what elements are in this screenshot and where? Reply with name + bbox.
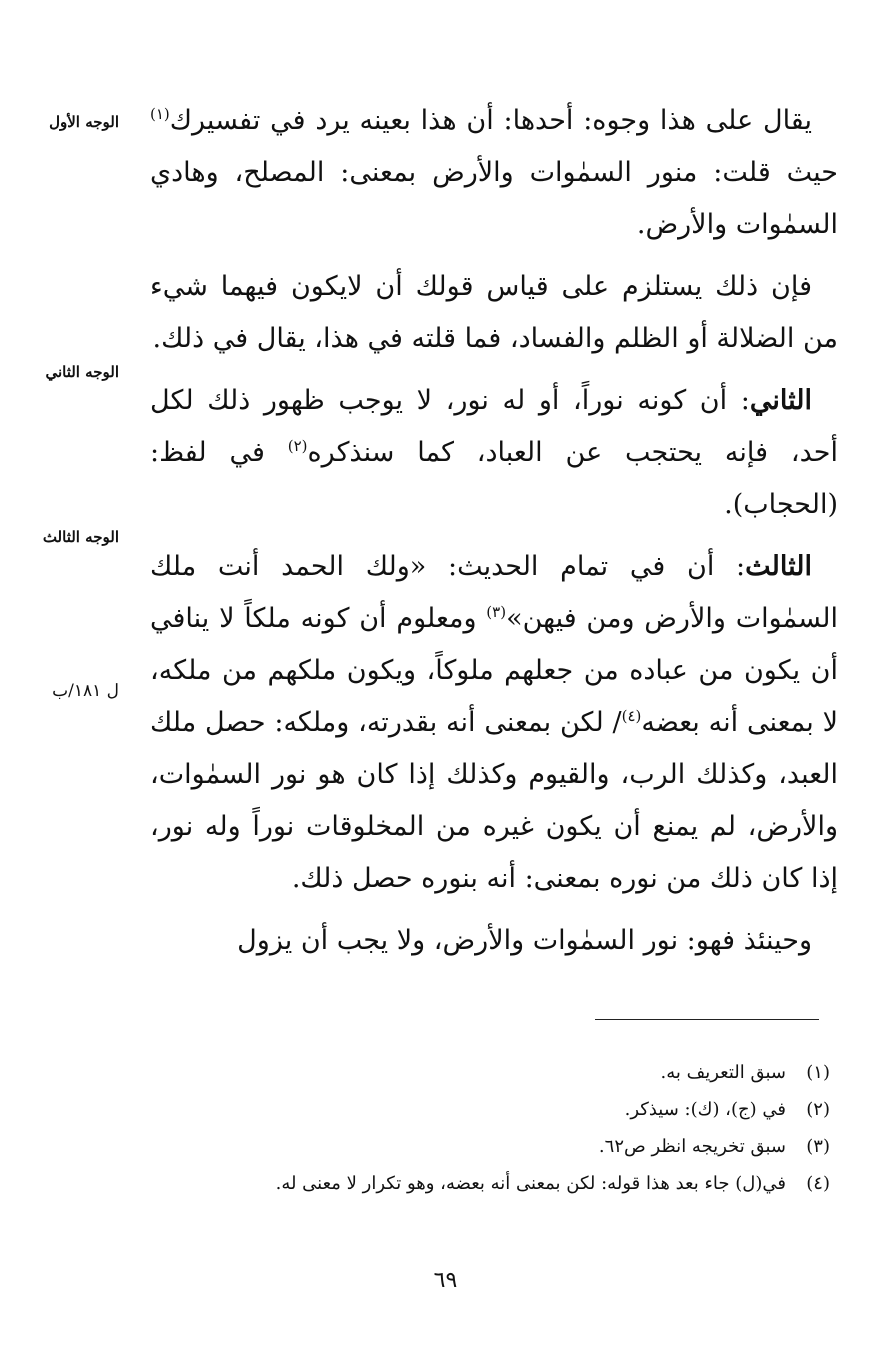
side-note-third-aspect: الوجه الثالث [42,528,119,546]
side-note-manuscript-folio: ل ١٨١/ب [52,681,119,701]
paragraph-3-text-b: في لفظ: (الحجاب). [150,437,838,520]
footnote-4-number: (٤) [806,1173,830,1194]
footnote-4 [150,1165,830,1202]
paragraph-1-text-b: حيث قلت: منور السمٰوات والأرض بمعنى: المصلح، وهادي السمٰوات والأرض. [150,157,838,240]
page-number: ٦٩ [433,1268,458,1293]
footnote-1-text: سبق التعريف به. [660,1062,786,1083]
footnote-2-text: في (ج)، (ك): سيذكر. [624,1099,786,1120]
footnote-2 [150,1091,830,1128]
main-text [150,95,838,977]
footnote-3-number: (٣) [806,1136,830,1157]
paragraph-1 [150,95,838,251]
footnote-ref-2: (٢) [287,437,308,455]
footnote-ref-1: (١) [150,105,170,123]
paragraph-4-text-c: / لكن بمعنى أنه بقدرته، وملكه: حصل ملك العبد، وكذلك الرب، والقيوم وكذلك إذا كان هو نور السمٰوات، والأرض، لم يمنع أن يكون غيره من المخلوقات نوراً وله نور، إذا كان ذلك من نوره بمعنى: أنه بنوره حصل ذلك. [150,707,838,894]
paragraph-2 [150,261,838,365]
paragraph-2-text: فإن ذلك يستلزم على قياس قولك أن لايكون فيهما شيء من الضلالة أو الظلم والفساد، فما قلته في هذا، يقال في ذلك. [150,271,838,354]
side-note-first-aspect: الوجه الأول [49,113,119,131]
paragraph-3 [150,375,838,531]
paragraph-4-lead: الثالث [745,551,812,582]
paragraph-3-lead: الثاني [749,385,812,416]
side-note-second-aspect: الوجه الثاني [45,363,119,381]
footnote-ref-4: (٤) [621,707,642,725]
paragraph-5 [150,915,838,967]
footnote-2-number: (٢) [806,1099,830,1120]
footnotes [150,1054,830,1202]
footnote-ref-3: (٣) [486,603,507,621]
paragraph-3-text-a: : أن كونه نوراً، أو له نور، لا يوجب ظهور ذلك لكل أحد، فإنه يحتجب عن العباد، كما سنذكره [150,385,838,468]
paragraph-4-text-a: : أن في تمام الحديث: «ولك الحمد أنت ملك السمٰوات والأرض ومن فيهن» [150,551,838,634]
paragraph-4 [150,541,838,905]
footnote-4-text: في(ل) جاء بعد هذا قوله: لكن بمعنى أنه بعضه، وهو تكرار لا معنى له. [275,1173,786,1194]
footnote-1-number: (١) [806,1062,830,1083]
footnote-separator [595,1019,819,1020]
footnote-3 [150,1128,830,1165]
paragraph-4-text-b: ومعلوم أن كونه ملكاً لا ينافي أن يكون من عباده من جعلهم ملوكاً، ويكون ملكهم من ملكه، لا بمعنى أنه بعضه [150,603,838,738]
footnote-1 [150,1054,830,1091]
paragraph-5-text: وحينئذ فهو: نور السمٰوات والأرض، ولا يجب أن يزول [237,925,812,956]
footnote-3-text: سبق تخريجه انظر ص٦٢. [598,1136,786,1157]
paragraph-1-text-a: يقال على هذا وجوه: أحدها: أن هذا بعينه يرد في تفسيرك [169,105,812,136]
